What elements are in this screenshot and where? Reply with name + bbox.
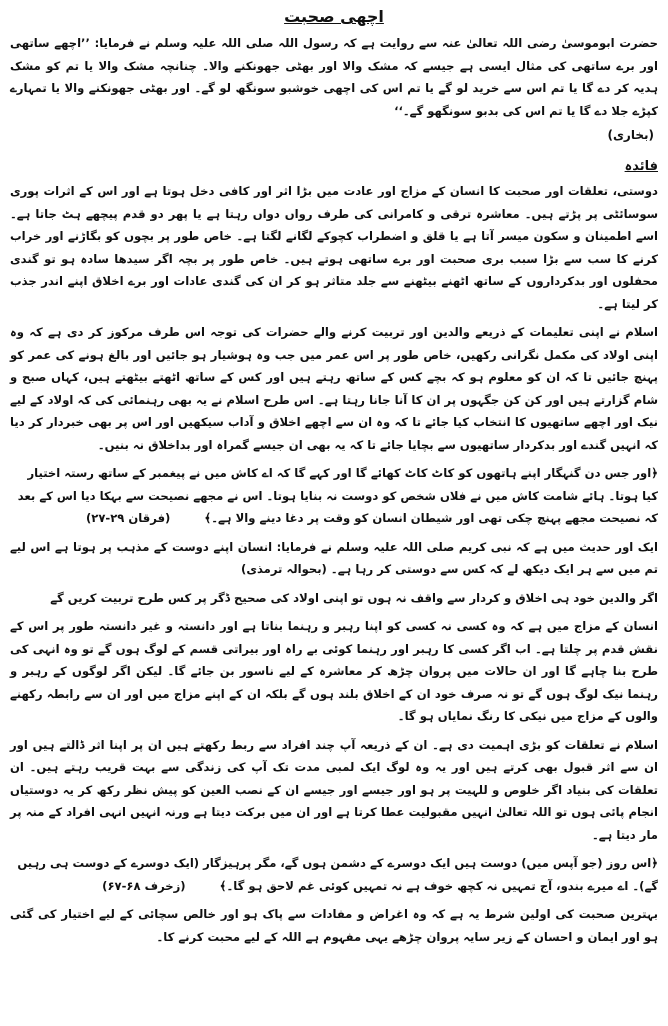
hadith-reference: (بخاری) — [607, 128, 654, 142]
paragraph-1: دوستی، تعلقات اور صحبت کا انسان کے مزاج اور عادت میں بڑا اثر اور کافی دخل ہوتا ہے اور اس کے اثرات پوری سوسائٹی پر پڑتے ہیں۔ معاشرہ ترقی و کامرانی کی طرف رواں دواں رہتا ہے یا پھر دو قدم پیچھے ہٹ جاتا ہے۔ اسے اطمینان و سکون میسر آتا ہے یا قلق و اضطراب کچوکے لگانے لگتا ہے۔ خاص طور پر بچوں کو بگاڑنے اور خراب کرنے کا سب سے بڑا سبب بری صحبت اور برے ساتھی ہوتے ہیں۔ خاص طور پر بچہ اگر سیدھا سادہ ہو تو گندی محفلوں اور بدکرداروں کے ساتھ اٹھنے بیٹھنے سے جلد متاثر ہو کر ان کی گندی عادات اور برے اخلاق اپنے اندر جذب کر لیتا ہے۔ — [10, 184, 658, 311]
paragraph-2: اسلام نے اپنی تعلیمات کے ذریعے والدین اور تربیت کرنے والے حضرات کی توجہ اس طرف مرکوز کر دی ہے کہ وہ اپنی اولاد کی مکمل نگرانی رکھیں، خاص طور پر اس عمر میں جب وہ ہوشیار ہو جائیں اور بالغ ہونے کی عمر کو پہنچ جائیں تا کہ ان کو معلوم ہو کہ بچے کس کے ساتھ رہتے ہیں اور کس کے ساتھ اٹھتے بیٹھتے ہیں، کہاں صبح و شام گزارتے ہیں اور کن کن جگہوں پر ان کا آنا جانا رہتا ہے۔ اس طرح اسلام نے یہ بھی رہنمائی کی کہ اولاد کے لیے نیک اور اچھے ساتھیوں کا انتخاب کیا جائے تا کہ وہ ان سے اچھے اخلاق و آداب سیکھیں اور اس پر بھی خبردار کر دیا کہ انہیں گندے اور بدکردار ساتھیوں سے بچایا جائے تا کہ یہ بھی ان جیسے گمراہ اور بداخلاق نہ بنیں۔ — [10, 325, 658, 452]
verse-furqan — [10, 462, 658, 530]
verse-furqan-citation: (فرقان ۲۹-۲۷) — [85, 511, 171, 525]
hadith-2 — [10, 536, 658, 581]
page-title: اچھی صحبت — [284, 7, 384, 26]
hadith-2-citation: (بحوالہ ترمذی) — [241, 562, 327, 576]
paragraph-3: انسان کے مزاج میں ہے کہ وہ کسی نہ کسی کو اپنا رہبر و رہنما بناتا ہے اور دانستہ و غیر دانستہ طور پر اس کے نقش قدم پر چلتا ہے۔ اب اگر کسی کا رہبر اور رہنما کوئی بے راہ اور بیراتی قسم کے لوگ ہوں گے تو وہ انہی کی طرح بنا چاہے گا اور ان حالات میں پروان چڑھ کر معاشرہ کے لیے ناسور بن جائے گا۔ لیکن اگر لوگوں کے رہبر و رہنما نیک لوگ ہوں گے تو نہ صرف خود ان کے اخلاق بلند ہوں گے بلکہ ان کے اپنے مزاج میں اور ان سے رابطہ رکھنے والوں کے مزاج میں نیکی کا رنگ نمایاں ہو گا۔ — [10, 619, 658, 723]
paragraph-4: اسلام نے تعلقات کو بڑی اہمیت دی ہے۔ ان کے ذریعہ آپ چند افراد سے ربط رکھتے ہیں ان پر اپنا اثر ڈالتے ہیں اور ان سے اثر قبول بھی کرتے ہیں اور یہ وہ لوگ ایک لمبی مدت تک آپ کی زندگی سے بہت قریب رہتے ہیں۔ ان تعلقات کی بنیاد اگر خلوص و للہیت پر ہو اور جیسے اور جیسے ان کے نصب العین کو پیش نظر رکھ کر یہ دوستیاں انجام پائی ہوں تو اللہ تعالیٰ انہیں مقبولیت عطا کرتا ہے اور ان میں برکت دیتا ہے ورنہ انہیں انہی افراد کے منہ پر مار دیتا ہے۔ — [10, 737, 658, 842]
hadith-2-text: ایک اور حدیث میں ہے کہ نبی کریم صلی اللہ علیہ وسلم نے فرمایا: انسان اپنے دوست کے مذہب پر ہوتا ہے اس لیے تم میں سے ہر ایک دیکھ لے کہ کس سے دوستی کر رہا ہے۔ — [10, 539, 658, 576]
verse-zukhruf-text: ﴿اس روز (جو آپس میں) دوست ہیں ایک دوسرے کے دشمن ہوں گے، مگر پرہیزگار (ایک دوسرے کے دوست ہی رہیں گے)۔ اے میرے بندو، آج تمہیں نہ کچھ خوف ہے نہ تمہیں کوئی غم لاحق ہو گا۔﴾ — [17, 856, 658, 893]
faida-heading: فائدہ — [624, 159, 658, 174]
verse-zukhruf — [10, 852, 658, 897]
question-line: اگر والدین خود ہی اخلاق و کردار سے واقف نہ ہوں تو اپنی اولاد کی صحیح ڈگر پر کس طرح تربیت کریں گے — [50, 590, 658, 605]
verse-furqan-text: ﴿اور جس دن گنہگار اپنے ہاتھوں کو کاٹ کاٹ کھائے گا اور کہے گا کہ اے کاش میں نے پیغمبر کے ساتھ رستہ اختیار کیا ہوتا۔ ہائے شامت کاش میں نے فلاں شخص کو دوست نہ بنایا ہوتا۔ اس نے مجھے نصیحت سے بہکا دیا اس کے بعد کہ نصیحت مجھے پہنچ چکی تھی اور شیطان انسان کو وقت پر دغا دینے والا ہے۔﴾ — [17, 466, 658, 525]
verse-zukhruf-citation: (زخرف ۶۸-۶۷) — [102, 878, 186, 893]
closing-paragraph: بہترین صحبت کی اولین شرط یہ ہے کہ وہ اغراض و مفادات سے پاک ہو اور خالص سچائی کے لیے اختیار کی گئی ہو اور ایمان و احسان کے زیر سایہ پروان چڑھے یہی مفہوم ہے اللہ کے لیے محبت کرنے کا۔ — [10, 907, 658, 944]
hadith-text: حضرت ابوموسیٰ رضی اللہ تعالیٰ عنہ سے روایت ہے کہ رسول اللہ صلی اللہ علیہ وسلم نے فرمایا: ’’اچھے ساتھی اور برے ساتھی کی مثال ایسی ہے جیسے کہ مشک والا اور بھٹی جھونکنے والا۔ چنانچہ مشک والا یا تم کو مشک ہدیہ کر دے گا یا تم اس سے خرید لو گے یا تم اس کی اچھی خوشبو سونگھ لو گے۔ اور بھٹی جھونکنے والا یا تمہارے کپڑے جلا دے گا یا تم اس کی بدبو سونگھو گے۔‘‘ — [10, 36, 658, 118]
